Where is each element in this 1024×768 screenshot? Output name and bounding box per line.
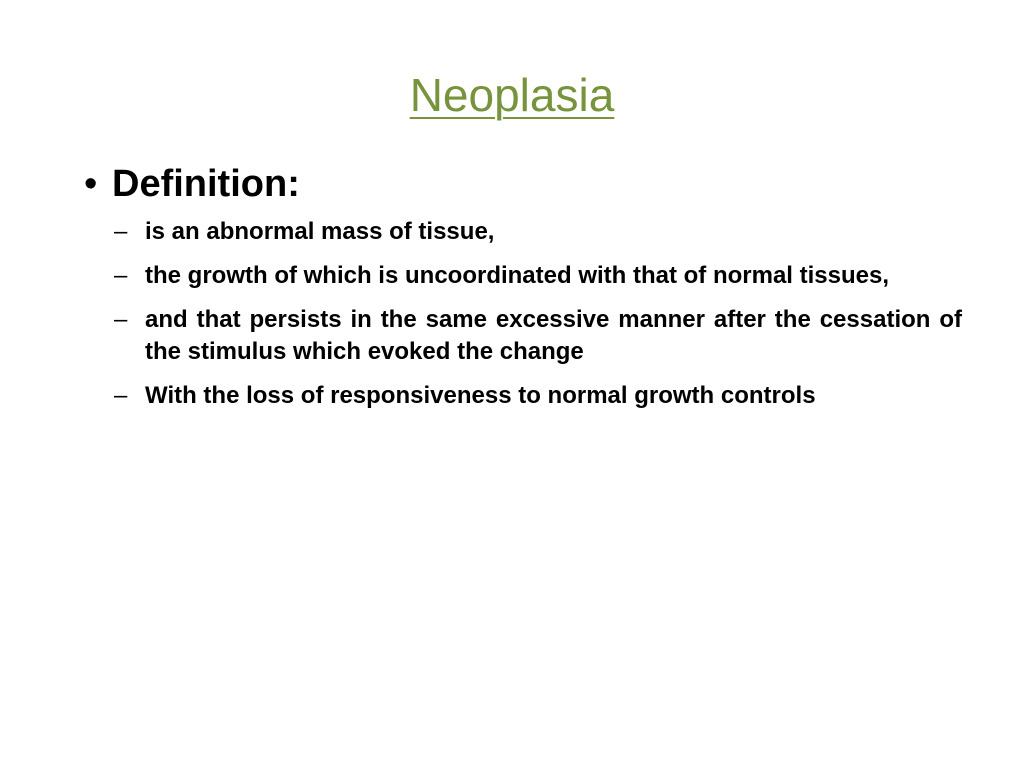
definition-point [114,304,962,368]
definition-point-text: is an abnormal mass of tissue, [145,218,495,245]
definition-points [112,216,962,412]
dash-icon: – [114,382,128,409]
dash-icon: – [114,262,128,289]
slide-title: Neoplasia [409,69,615,121]
definition-point [114,380,962,412]
definition-point-text: the growth of which is uncoordinated with that of normal tissues, [145,262,890,289]
definition-heading: Definition: [112,163,300,205]
dash-icon: – [114,218,128,245]
dash-icon: – [114,306,128,333]
definition-point-text: and that persists in the same excessive manner after the cessation of the stimulus which evoked the change [145,306,962,365]
slide-body [84,160,962,424]
definition-heading-item [84,160,962,208]
bullet-icon: • [84,163,98,205]
definition-point [114,260,962,292]
definition-point-text: With the loss of responsiveness to normal growth controls [145,382,816,409]
definition-point [114,216,962,248]
